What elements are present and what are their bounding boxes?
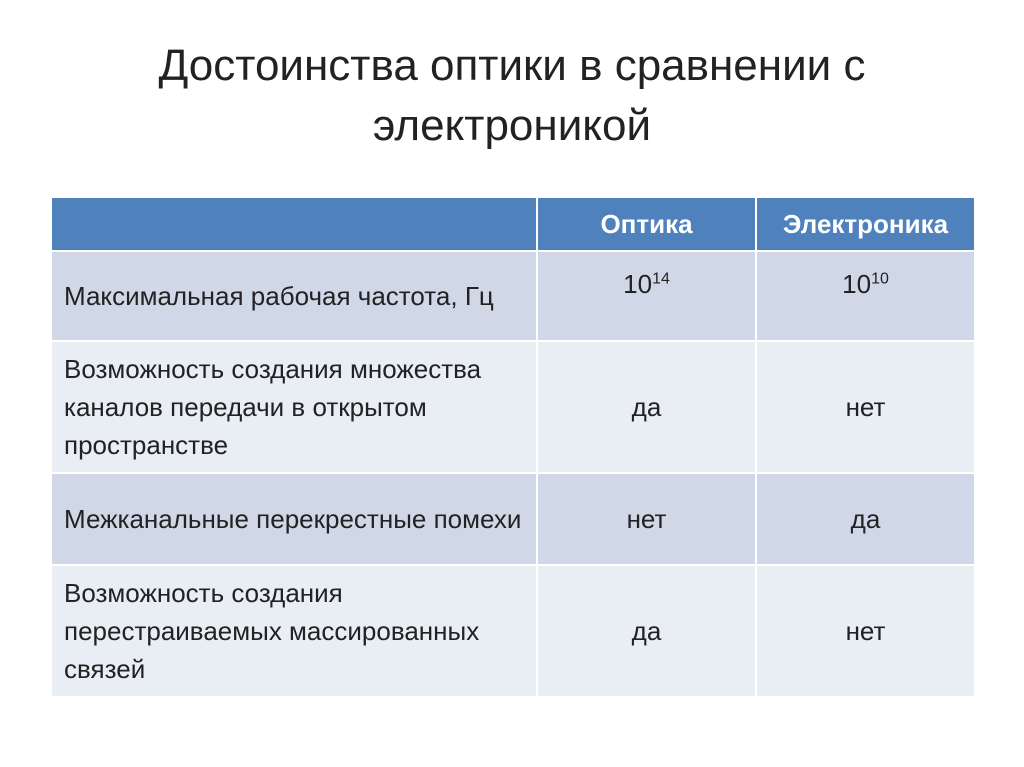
electronics-value: нет	[756, 565, 975, 697]
table-header-row	[51, 197, 975, 251]
feature-cell: Максимальная рабочая частота, Гц	[51, 251, 537, 341]
slide-title: Достоинства оптики в сравнении с электроникой	[158, 41, 866, 150]
header-optics: Оптика	[537, 197, 756, 251]
optics-value: да	[537, 565, 756, 697]
electronics-value	[756, 251, 975, 341]
optics-value	[537, 251, 756, 341]
electronics-value: нет	[756, 341, 975, 473]
header-feature	[51, 197, 537, 251]
feature-cell: Возможность создания множества каналов передачи в открытом пространстве	[51, 341, 537, 473]
header-electronics: Электроника	[756, 197, 975, 251]
table-row	[51, 565, 975, 697]
feature-cell: Межканальные перекрестные помехи	[51, 473, 537, 565]
feature-cell: Возможность создания перестраиваемых массированных связей	[51, 565, 537, 697]
table-row	[51, 473, 975, 565]
optics-frequency-base: 10	[623, 269, 653, 299]
electronics-value: да	[756, 473, 975, 565]
optics-value: да	[537, 341, 756, 473]
optics-frequency-exponent: 14	[652, 270, 670, 288]
optics-value: нет	[537, 473, 756, 565]
comparison-table	[50, 196, 976, 698]
electronics-frequency-exponent: 10	[871, 270, 889, 288]
electronics-frequency-base: 10	[842, 269, 872, 299]
table-row	[51, 341, 975, 473]
table-row	[51, 251, 975, 341]
